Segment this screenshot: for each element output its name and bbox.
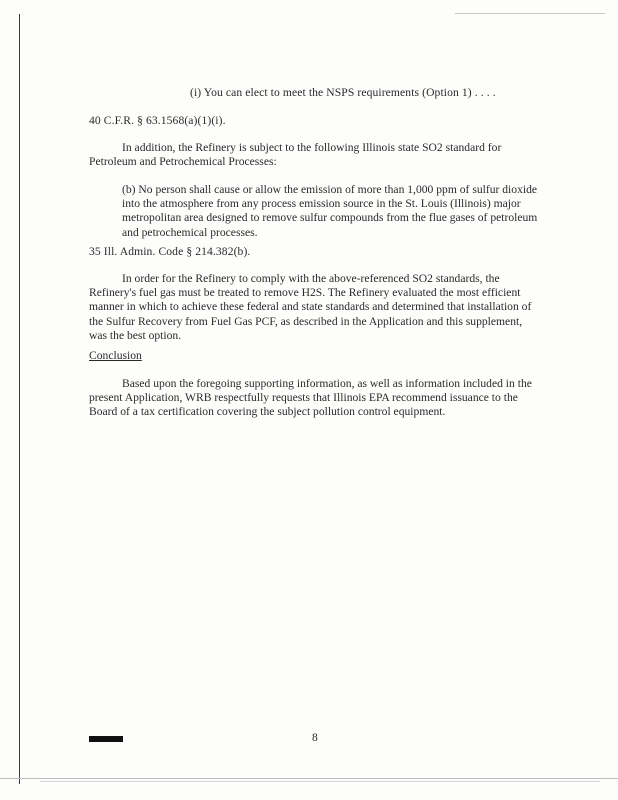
citation-illinois-code: 35 Ill. Admin. Code § 214.382(b).: [89, 245, 251, 258]
scan-bottom-edge: [0, 778, 618, 779]
paragraph-line: was the best option.: [89, 328, 182, 342]
quote-line: metropolitan area designed to remove sulfur compounds from the flue gases of petroleum: [122, 211, 538, 225]
quote-line: and petrochemical processes.: [122, 225, 258, 239]
paragraph-line: Board of a tax certification covering the subject pollution control equipment.: [89, 405, 446, 419]
quoted-regulation-line: (i) You can elect to meet the NSPS requirements (Option 1) . . . .: [190, 86, 496, 99]
quoted-illinois-rule: [122, 183, 537, 240]
paragraph-line: In addition, the Refinery is subject to the following Illinois state SO2 standard for: [122, 141, 502, 154]
paragraph-line: Refinery's fuel gas must be treated to remove H2S. The Refinery evaluated the most efficient: [89, 286, 521, 300]
paragraph-line: present Application, WRB respectfully requests that Illinois EPA recommend issuance to the: [89, 391, 518, 405]
scan-bottom-edge-secondary: [40, 781, 600, 782]
paragraph-line: Based upon the foregoing supporting information, as well as information included in the: [122, 377, 532, 390]
page-number: 8: [312, 731, 318, 744]
quote-line: (b) No person shall cause or allow the emission of more than 1,000 ppm of sulfur dioxide: [122, 183, 538, 196]
paragraph-line: manner in which to achieve these federal and state standards and determined that installation of: [89, 300, 532, 314]
scan-top-edge: [455, 13, 605, 14]
paragraph-line: the Sulfur Recovery from Fuel Gas PCF, as described in the Application and this supplement,: [89, 314, 523, 328]
paragraph-illinois-standard: [89, 141, 501, 169]
scan-left-edge: [19, 14, 20, 784]
paragraph-compliance: [89, 272, 531, 343]
section-heading-conclusion: Conclusion: [89, 349, 142, 362]
paragraph-conclusion: [89, 377, 532, 420]
paragraph-line: Petroleum and Petrochemical Processes:: [89, 155, 277, 169]
citation-cfr: 40 C.F.R. § 63.1568(a)(1)(i).: [89, 114, 226, 127]
footer-redaction-bar: [89, 736, 123, 742]
quote-line: into the atmosphere from any process emission source in the St. Louis (Illinois) major: [122, 197, 521, 211]
paragraph-line: In order for the Refinery to comply with the above-referenced SO2 standards, the: [122, 272, 500, 285]
